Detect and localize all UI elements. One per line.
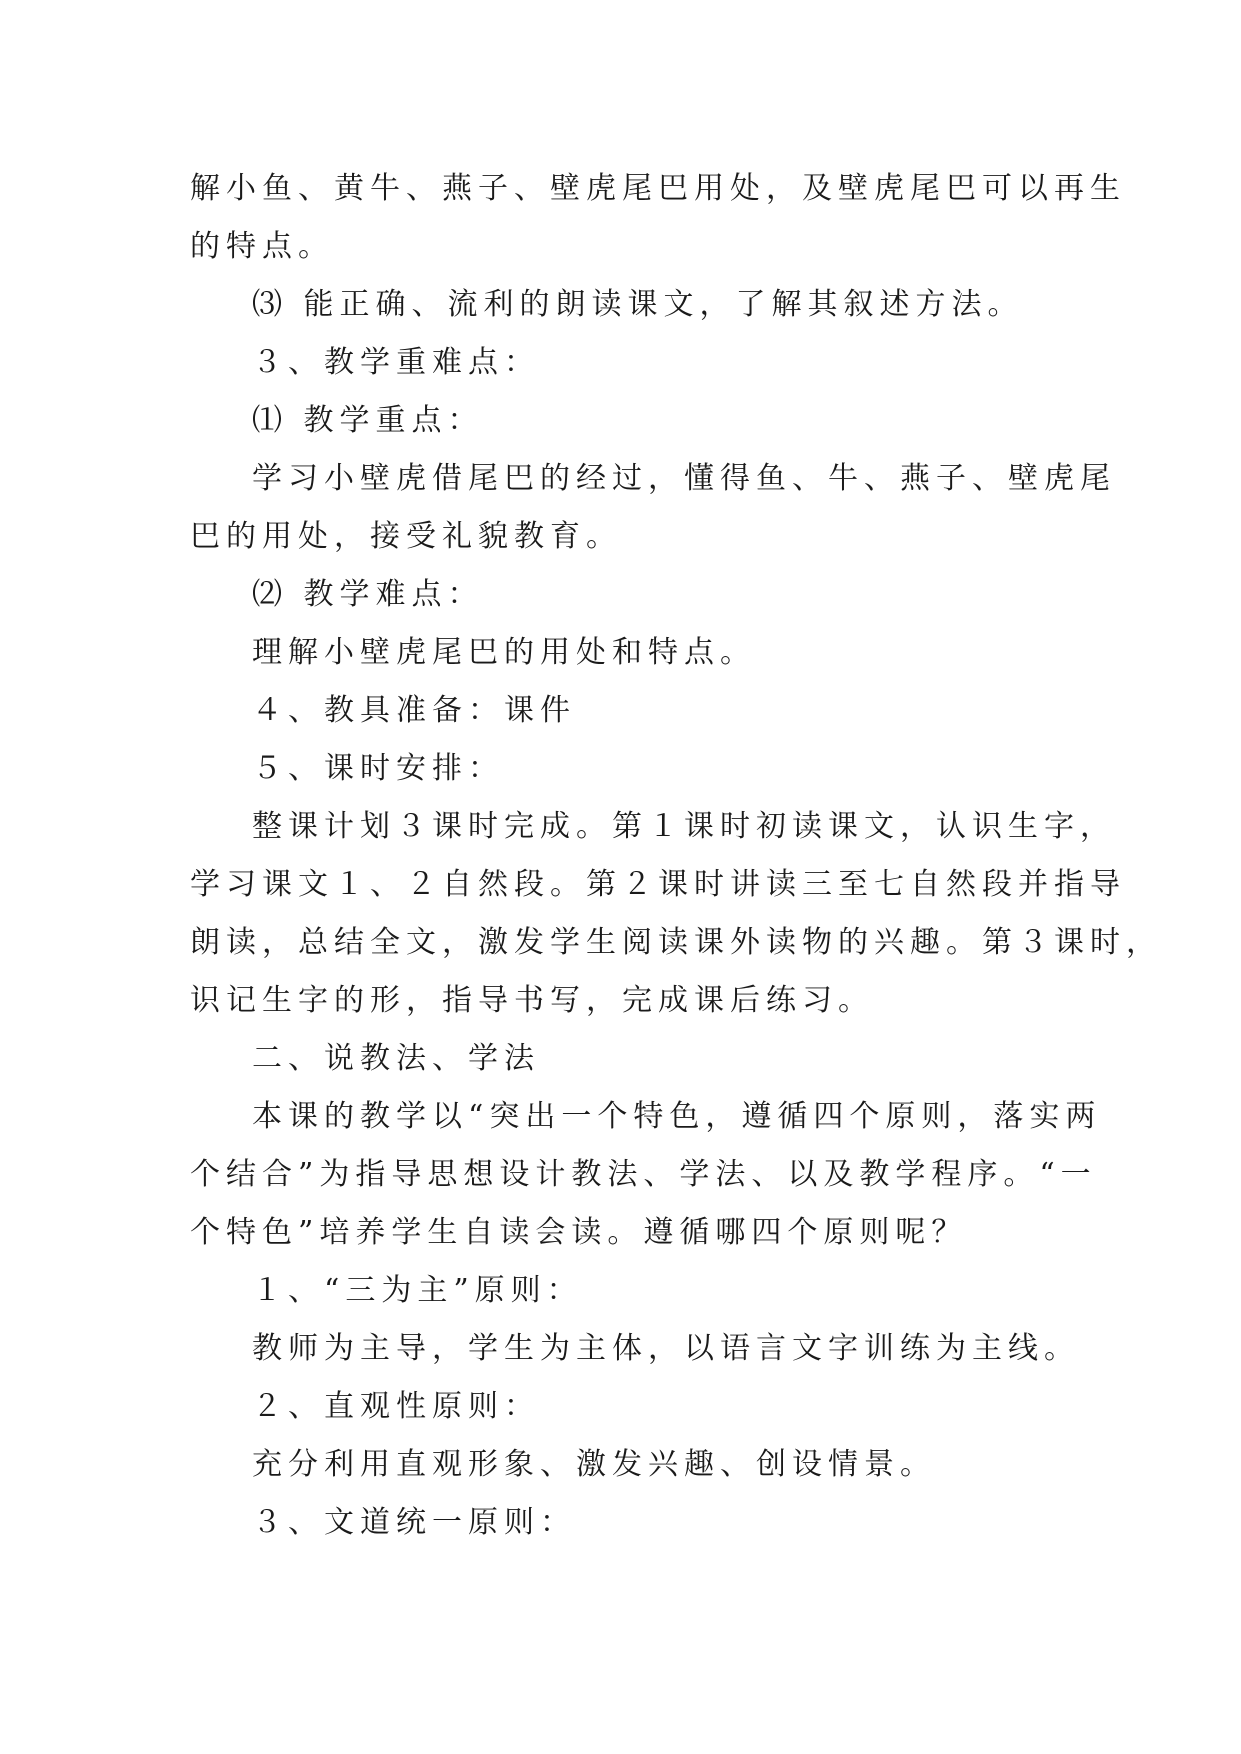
principle-heading: ３、文道统一原则：	[252, 1505, 576, 1540]
principle-heading: １、“三为主”原则：	[252, 1273, 583, 1308]
text-line: 个特色”培养学生自读会读。遵循哪四个原则呢？	[190, 1215, 968, 1250]
objective-item-3: ⑶ 能正确、流利的朗读课文，了解其叙述方法。	[252, 287, 1024, 322]
subheading-difficulty: ⑵ 教学难点：	[252, 577, 484, 612]
text-line: 学习小壁虎借尾巴的经过，懂得鱼、牛、燕子、壁虎尾	[252, 461, 1116, 496]
text-line: 的特点。	[190, 229, 334, 264]
text-line: 识记生字的形，指导书写，完成课后练习。	[190, 983, 874, 1018]
section-heading: ４、教具准备：课件	[252, 693, 576, 728]
text-line: 理解小壁虎尾巴的用处和特点。	[252, 635, 756, 670]
text-line: 解小鱼、黄牛、燕子、壁虎尾巴用处，及壁虎尾巴可以再生	[190, 171, 1126, 206]
text-line: 整课计划３课时完成。第１课时初读课文，认识生字，	[252, 809, 1116, 844]
text-line: 本课的教学以“突出一个特色，遵循四个原则，落实两	[252, 1099, 1102, 1134]
text-line: 巴的用处，接受礼貌教育。	[190, 519, 622, 554]
text-line: 朗读，总结全文，激发学生阅读课外读物的兴趣。第３课时，	[190, 925, 1162, 960]
text-line: 充分利用直观形象、激发兴趣、创设情景。	[252, 1447, 936, 1482]
subheading-key-point: ⑴ 教学重点：	[252, 403, 484, 438]
text-line: 学习课文１、２自然段。第２课时讲读三至七自然段并指导	[190, 867, 1126, 902]
section-heading: 二、说教法、学法	[252, 1041, 540, 1076]
section-heading: ５、课时安排：	[252, 751, 504, 786]
text-line: 个结合”为指导思想设计教法、学法、以及教学程序。“一	[190, 1157, 1097, 1192]
section-heading: ３、教学重难点：	[252, 345, 540, 380]
text-line: 教师为主导，学生为主体，以语言文字训练为主线。	[252, 1331, 1080, 1366]
principle-heading: ２、直观性原则：	[252, 1389, 540, 1424]
document-body	[190, 160, 1162, 1552]
